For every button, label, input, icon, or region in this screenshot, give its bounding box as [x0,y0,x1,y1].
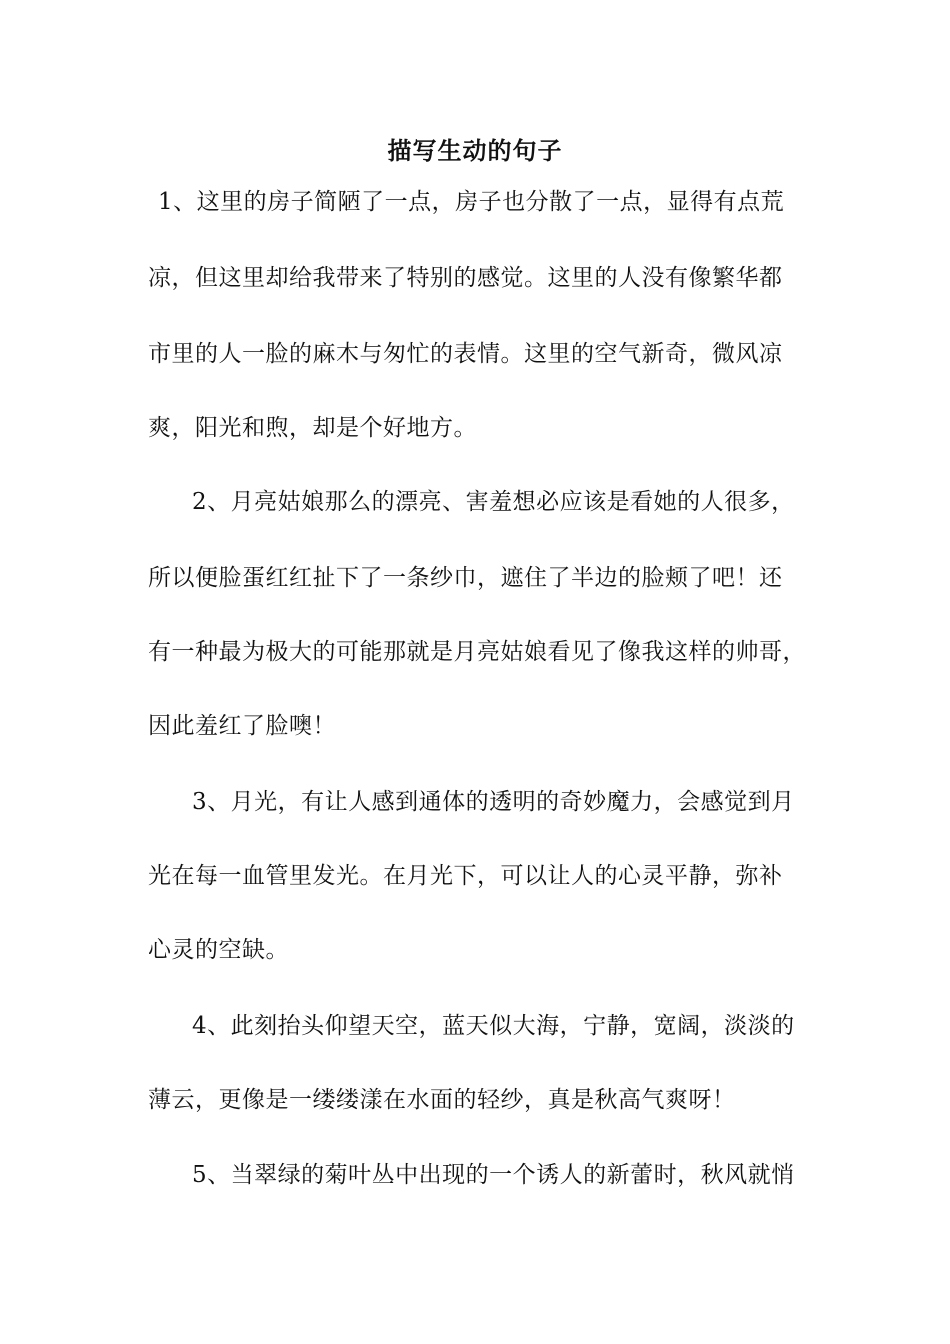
paragraph-1-line-2: 凉，但这里却给我带来了特别的感觉。这里的人没有像繁华都 [148,265,783,291]
paragraph-5-line-1: 5、当翠绿的菊叶丛中出现的一个诱人的新蕾时，秋风就悄 [192,1162,795,1188]
paragraph-1-line-3: 市里的人一脸的麻木与匆忙的表情。这里的空气新奇，微风凉 [148,341,783,367]
paragraph-1-line-4: 爽，阳光和煦，却是个好地方。 [148,415,477,441]
paragraph-2-line-2: 所以便脸蛋红红扯下了一条纱巾，遮住了半边的脸颊了吧！还 [148,565,783,591]
paragraph-2-line-1: 2、月亮姑娘那么的漂亮、害羞想必应该是看她的人很多， [192,489,795,515]
paragraph-3-line-1: 3、月光，有让人感到通体的透明的奇妙魔力，会感觉到月 [192,789,795,815]
document-title: 描写生动的句子 [387,137,563,165]
paragraph-3-line-3: 心灵的空缺。 [148,937,289,963]
paragraph-4-line-2: 薄云，更像是一缕缕漾在水面的轻纱，真是秋高气爽呀！ [148,1087,736,1113]
paragraph-4-line-1: 4、此刻抬头仰望天空，蓝天似大海，宁静，宽阔，淡淡的 [192,1013,795,1039]
paragraph-2-line-4: 因此羞红了脸噢！ [148,713,336,739]
paragraph-1-line-1: 1、这里的房子简陋了一点，房子也分散了一点，显得有点荒 [158,189,785,215]
paragraph-2-line-3: 有一种最为极大的可能那就是月亮姑娘看见了像我这样的帅哥， [148,639,806,665]
paragraph-3-line-2: 光在每一血管里发光。在月光下，可以让人的心灵平静，弥补 [148,863,783,889]
